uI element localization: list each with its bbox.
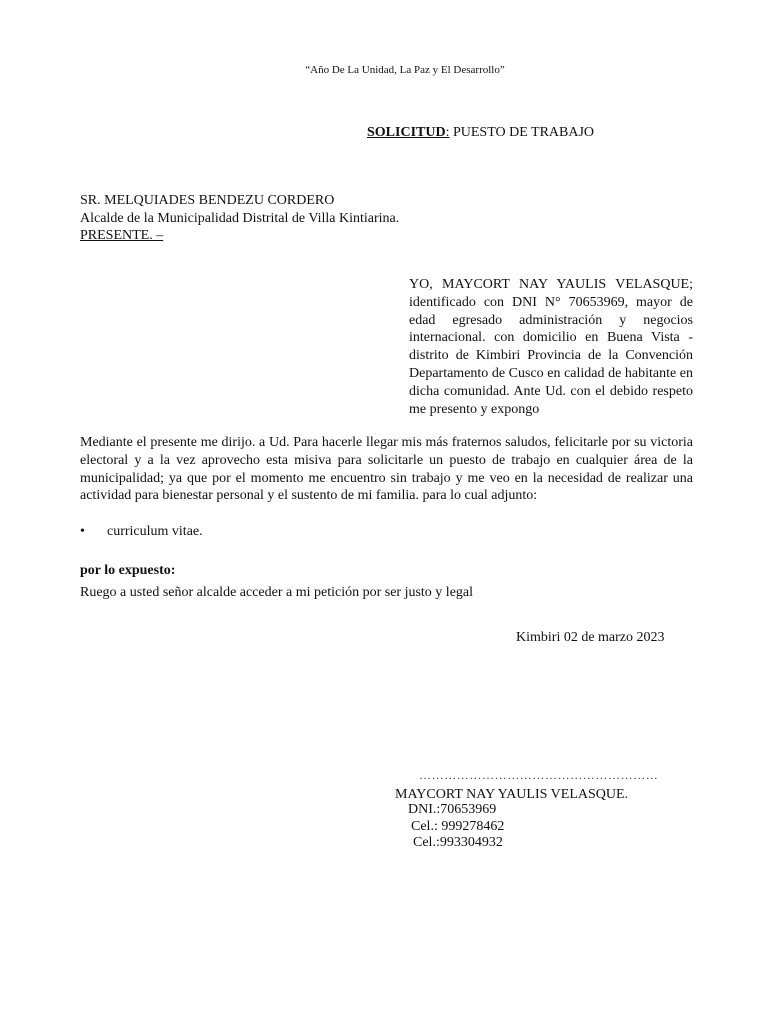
- list-item: [80, 523, 203, 541]
- signer-phone-2: Cel.:993304932: [413, 835, 503, 850]
- petitioner-block: [409, 276, 693, 418]
- signature-line: …………………………………………………: [419, 768, 659, 782]
- addressee-block: [80, 192, 399, 245]
- motto-header: “Año De La Unidad, La Paz y El Desarrollo”: [305, 64, 505, 76]
- request-line: Ruego a usted señor alcalde acceder a mi petición por ser justo y legal: [80, 585, 474, 600]
- addressee-position: Alcalde de la Municipalidad Distrital de Villa Kintiarina.: [80, 210, 400, 226]
- signer-dni: DNI.:70653969: [408, 802, 497, 817]
- title-keyword: SOLICITUD: [367, 125, 446, 140]
- title-subject: PUESTO DE TRABAJO: [449, 125, 595, 140]
- addressee-presente: PRESENTE. –: [80, 228, 164, 243]
- signer-name: MAYCORT NAY YAULIS VELASQUE.: [395, 787, 629, 802]
- title-colon: :: [445, 125, 450, 140]
- petitioner-text: YO, MAYCORT NAY YAULIS VELASQUE; identificado con DNI N° 70653969, mayor de edad egresado administración y negocios internacional. con domicilio en Buena Vista - distrito de Kimbiri Provincia de la Convención Departamento de Cusco en calidad de habitante en dicha comunidad. Ante Ud. con el debido respeto me presento y expongo: [409, 277, 693, 417]
- document-title: [367, 124, 594, 142]
- attachment-label: curriculum vitae.: [107, 524, 203, 539]
- place-date: Kimbiri 02 de marzo 2023: [516, 630, 665, 645]
- attachment-list: [80, 523, 203, 541]
- body-paragraph: Mediante el presente me dirijo. a Ud. Para hacerle llegar mis más fraternos saludos, felicitarle por su victoria electoral y a la vez aprovecho esta misiva para solicitarle un puesto de trabajo en cualquier área de la municipalidad; ya que por el momento me encuentro sin trabajo y me veo en la necesidad de realizar una actividad para bienestar personal y el sustento de mi familia. para lo cual adjunto:: [80, 435, 693, 504]
- addressee-name: SR. MELQUIADES BENDEZU CORDERO: [80, 193, 335, 208]
- bullet-icon: •: [80, 524, 85, 539]
- signer-phone-1: Cel.: 999278462: [411, 819, 505, 834]
- expuesto-heading: por lo expuesto:: [80, 563, 176, 578]
